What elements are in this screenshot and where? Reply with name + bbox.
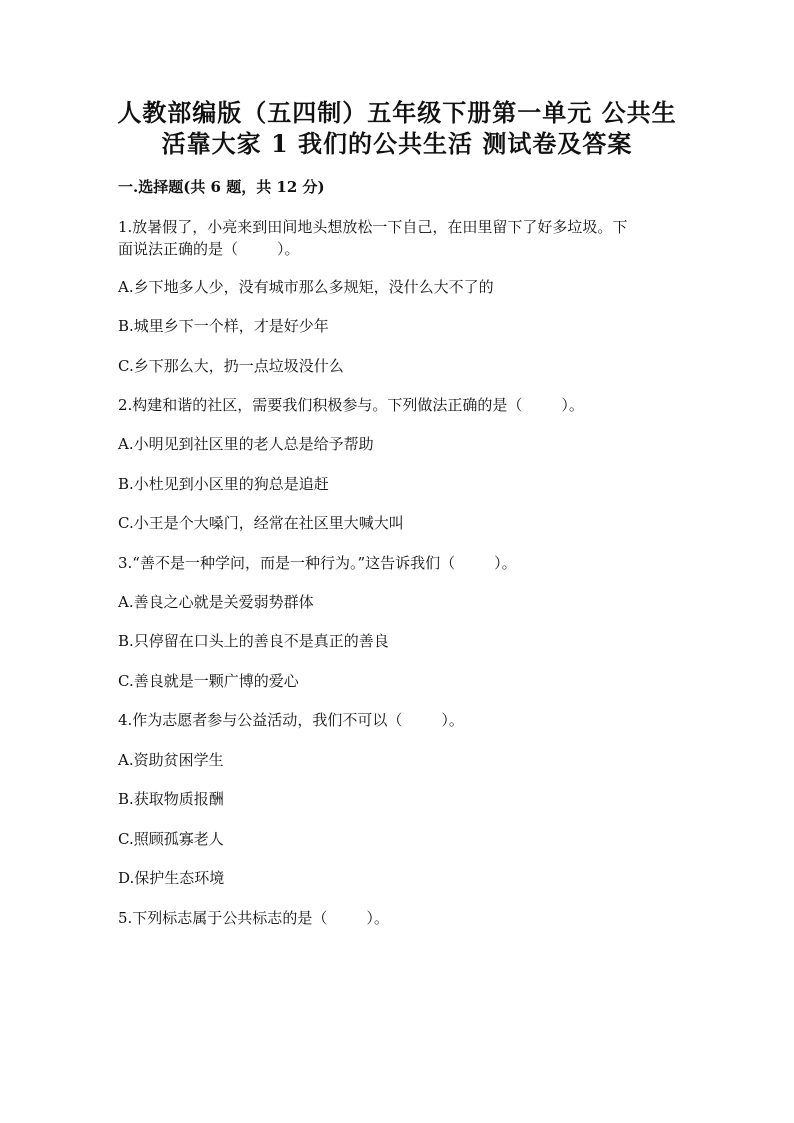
question-2-option-b: B.小杜见到小区里的狗总是追赶 (118, 475, 329, 493)
question-4-stem (118, 708, 678, 732)
question-4-option-c: C.照顾孤寡老人 (118, 830, 224, 848)
question-4-option-b: B.获取物质报酬 (118, 790, 224, 808)
question-3-stem-end: ）。 (494, 554, 517, 572)
question-2-stem-text: 2.构建和谐的社区，需要我们积极参与。下列做法正确的是（ (118, 396, 523, 414)
question-3-stem (118, 551, 678, 575)
question-1-stem-text: 面说法正确的是（ (118, 240, 239, 258)
question-3-option-b: B.只停留在口头上的善良不是真正的善良 (118, 632, 389, 650)
question-4-stem-end: ）。 (441, 711, 464, 729)
question-3-option-a: A.善良之心就是关爱弱势群体 (118, 593, 314, 611)
question-3-option-c: C.善良就是一颗广博的爱心 (118, 672, 299, 690)
document-title-line-1: 人教部编版（五四制）五年级下册第一单元 公共生 (117, 98, 677, 127)
question-5-stem (118, 906, 678, 930)
question-1-option-a: A.乡下地多人少，没有城市那么多规矩，没什么大不了的 (118, 278, 494, 296)
document-title-line-2: 活靠大家 1 我们的公共生活 测试卷及答案 (161, 129, 633, 158)
section-heading: 一.选择题(共 6 题，共 12 分) (118, 178, 325, 196)
question-4-option-a: A.资助贫困学生 (118, 751, 224, 769)
question-5-stem-end: ）。 (366, 909, 389, 927)
question-1-stem-end: ）。 (277, 240, 300, 258)
question-2-stem (118, 393, 678, 417)
question-1-option-c: C.乡下那么大，扔一点垃圾没什么 (118, 357, 344, 375)
question-1-stem-line-2 (118, 237, 678, 261)
question-2-option-a: A.小明见到社区里的老人总是给予帮助 (118, 435, 374, 453)
question-2-stem-end: ）。 (561, 396, 584, 414)
question-1-stem-line-1: 1.放暑假了，小亮来到田间地头想放松一下自己，在田里留下了好多垃圾。下 (118, 218, 628, 236)
question-4-option-d: D.保护生态环境 (118, 869, 225, 887)
question-4-stem-text: 4.作为志愿者参与公益活动，我们不可以（ (118, 711, 403, 729)
question-3-stem-text: 3.“善不是一种学问，而是一种行为。”这告诉我们（ (118, 554, 456, 572)
question-5-stem-text: 5.下列标志属于公共标志的是（ (118, 909, 328, 927)
question-1-option-b: B.城里乡下一个样，才是好少年 (118, 317, 329, 335)
question-2-option-c: C.小王是个大嗓门，经常在社区里大喊大叫 (118, 514, 404, 532)
